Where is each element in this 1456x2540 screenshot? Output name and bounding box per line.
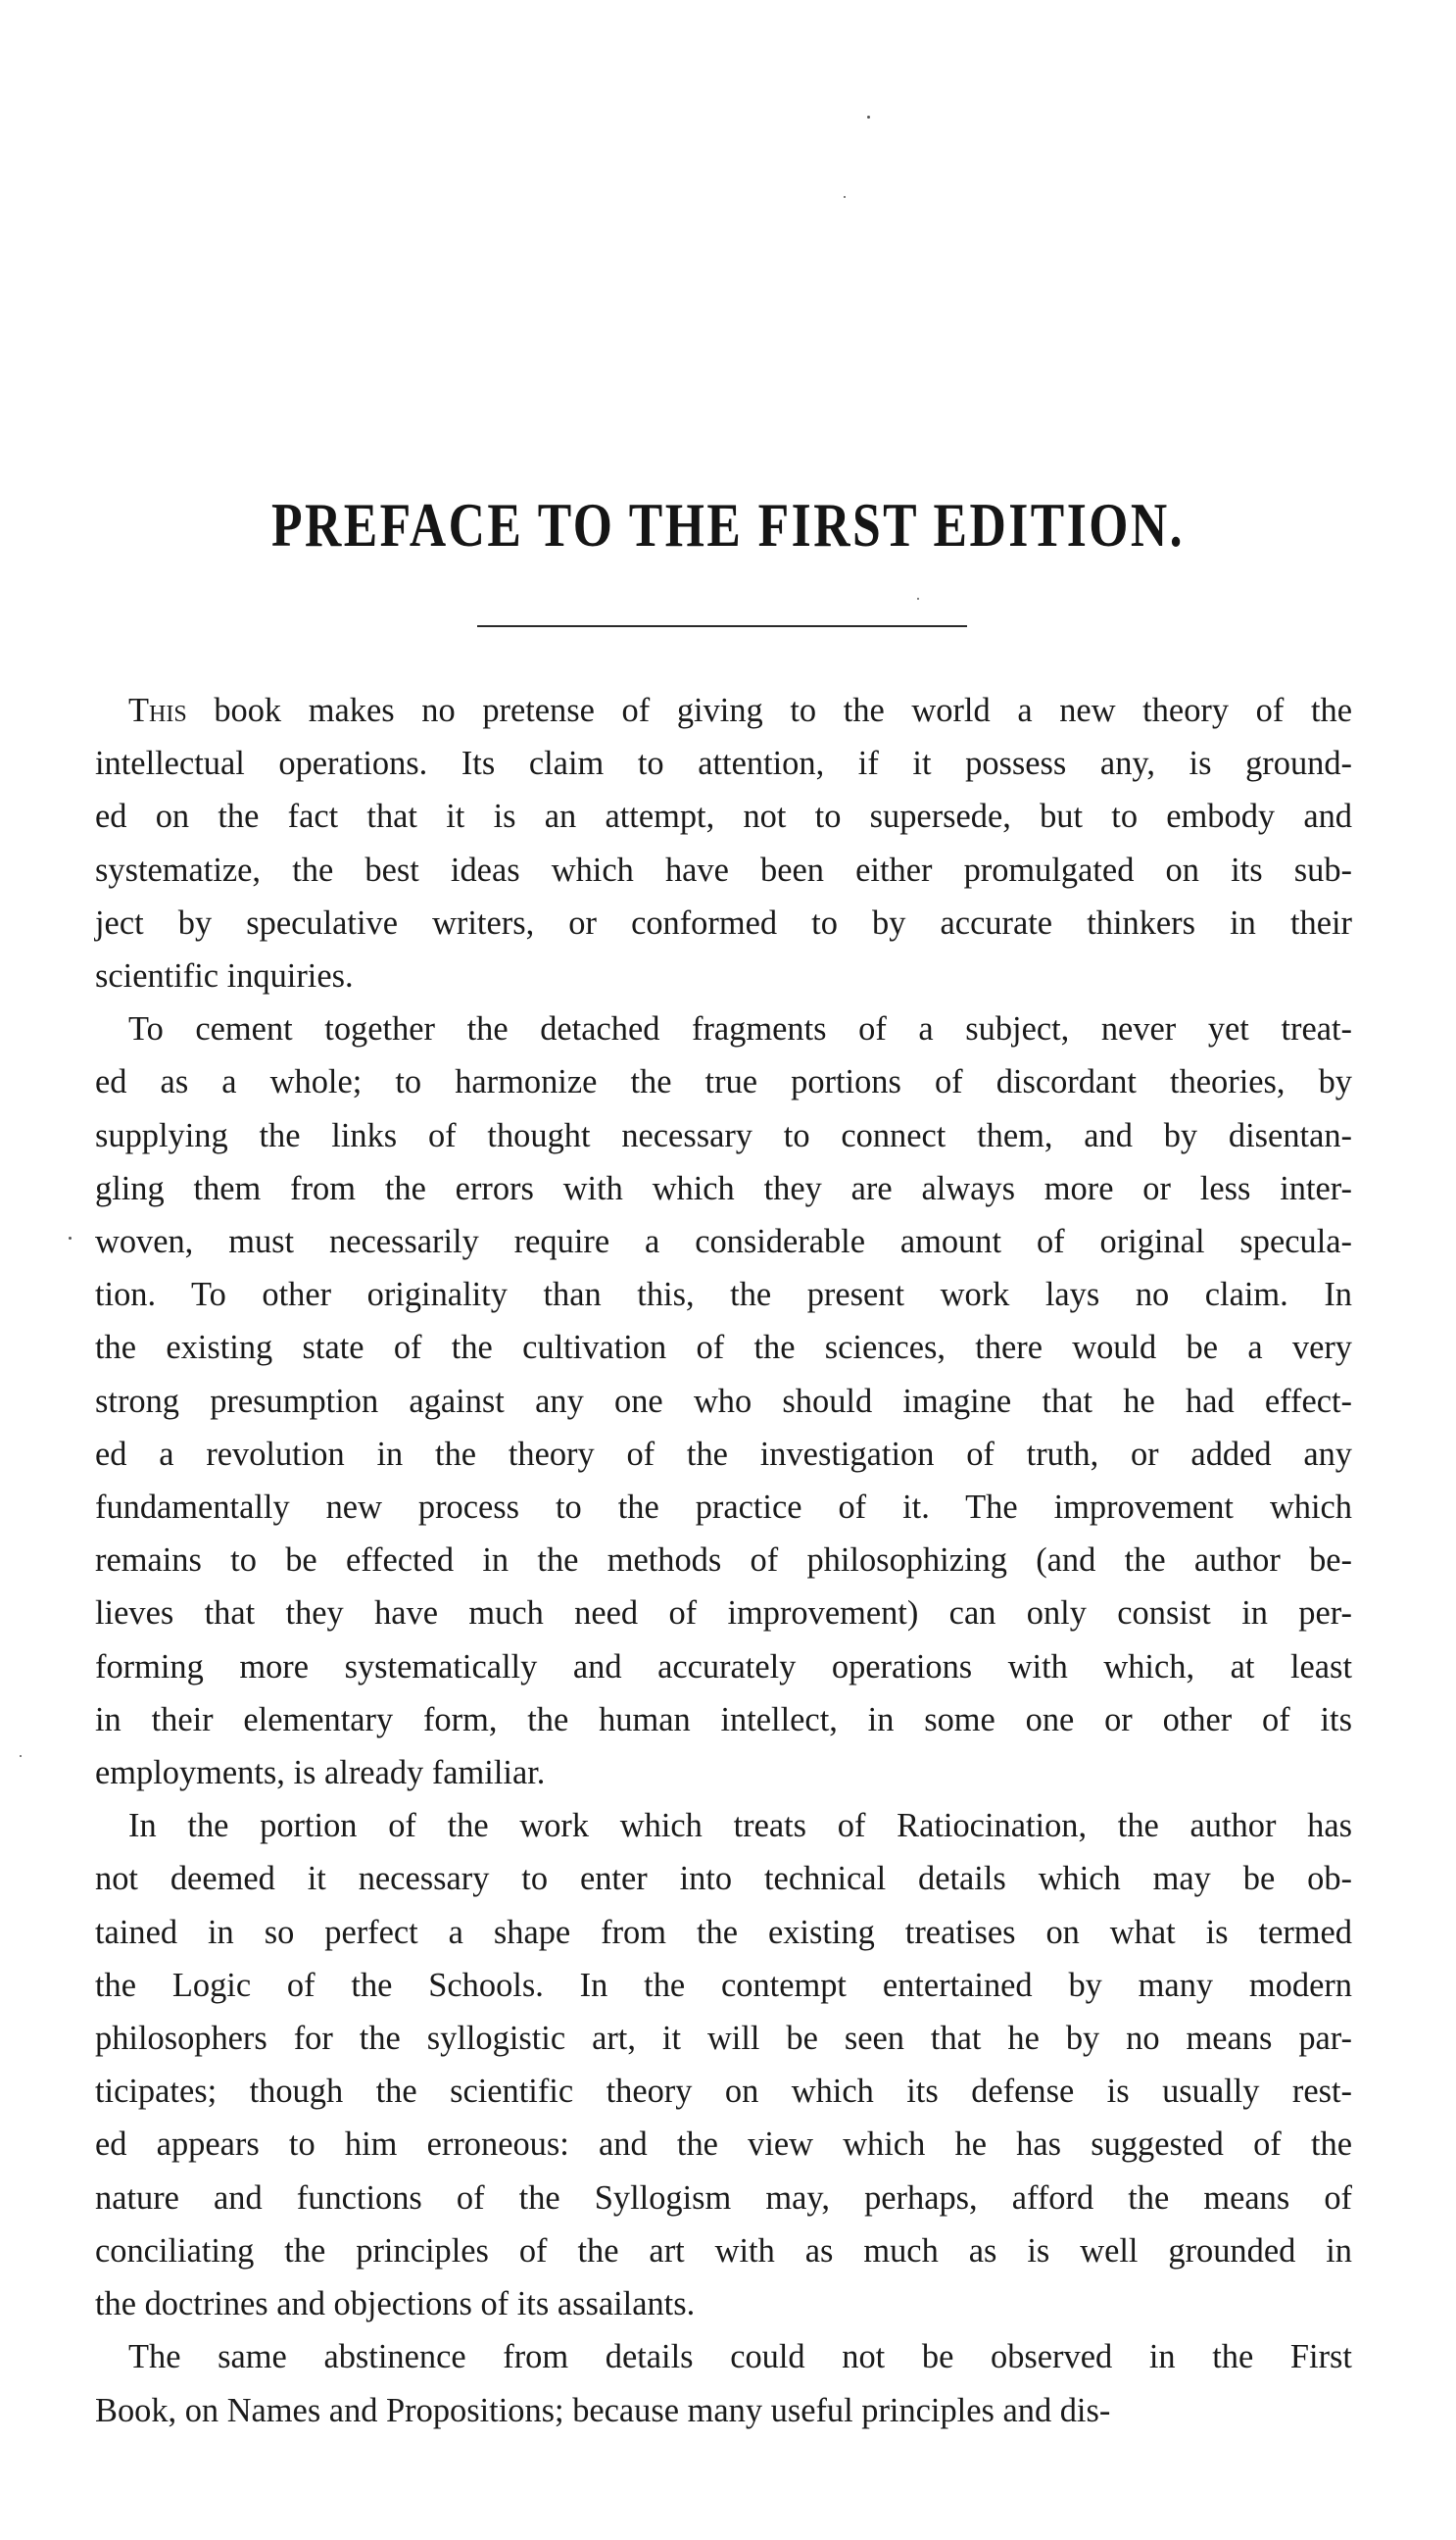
text-line: supplying the links of thought necessary to connect them, and by disentan- bbox=[95, 1116, 1352, 1154]
text-line: tained in so perfect a shape from the existing treatises on what is termed bbox=[95, 1913, 1352, 1951]
text-line: ed a revolution in the theory of the investigation of truth, or added any bbox=[95, 1435, 1352, 1473]
text-line: the Logic of the Schools. In the contempt entertained by many modern bbox=[95, 1966, 1352, 2004]
text-line: gling them from the errors with which they are always more or less inter- bbox=[95, 1169, 1352, 1207]
text-line: ject by speculative writers, or conformed to by accurate thinkers in their bbox=[95, 904, 1352, 942]
paper-speck bbox=[69, 1237, 72, 1240]
text-line: To cement together the detached fragments of a subject, never yet treat- bbox=[128, 1010, 1352, 1049]
text-line: forming more systematically and accurately operations with which, at least bbox=[95, 1647, 1352, 1685]
text-line: intellectual operations. Its claim to attention, if it possess any, is ground- bbox=[95, 745, 1352, 783]
text-line: strong presumption against any one who should imagine that he had effect- bbox=[95, 1382, 1352, 1420]
text-line: the existing state of the cultivation of the sciences, there would be a very bbox=[95, 1329, 1352, 1367]
title-divider bbox=[477, 625, 967, 627]
text-line: ticipates; though the scientific theory on which its defense is usually rest- bbox=[95, 2073, 1352, 2111]
paper-speck bbox=[867, 116, 870, 119]
paper-speck bbox=[20, 1755, 22, 1757]
text-line: tion. To other originality than this, the present work lays no claim. In bbox=[95, 1276, 1352, 1314]
preface-body bbox=[95, 684, 1352, 2437]
text-line-rest: book makes no pretense of giving to the world a new theory of the bbox=[186, 692, 1352, 729]
text-line: The same abstinence from details could not be observed in the First bbox=[128, 2338, 1352, 2376]
text-line: in their elementary form, the human intellect, in some one or other of its bbox=[95, 1700, 1352, 1738]
paragraph bbox=[95, 2330, 1352, 2436]
lead-word: This bbox=[128, 692, 187, 729]
text-line bbox=[95, 684, 1352, 737]
text-line: systematize, the best ideas which have been either promulgated on its sub- bbox=[95, 851, 1352, 889]
text-line: not deemed it necessary to enter into technical details which may be ob- bbox=[95, 1860, 1352, 1898]
page-title: PREFACE TO THE FIRST EDITION. bbox=[270, 491, 1186, 560]
text-line: remains to be effected in the methods of philosophizing (and the author be- bbox=[95, 1541, 1352, 1580]
text-line: woven, must necessarily require a considerable amount of original specula- bbox=[95, 1223, 1352, 1261]
text-line: In the portion of the work which treats of Ratiocination, the author has bbox=[128, 1807, 1352, 1845]
text-line: employments, is already familiar. bbox=[95, 1754, 546, 1792]
text-line: Book, on Names and Propositions; because many useful principles and dis- bbox=[95, 2391, 1111, 2429]
paper-speck bbox=[917, 598, 919, 600]
text-line: conciliating the principles of the art with as much as is well grounded in bbox=[95, 2231, 1352, 2270]
text-line: fundamentally new process to the practice of it. The improvement which bbox=[95, 1489, 1352, 1527]
text-line: lieves that they have much need of improvement) can only consist in per- bbox=[95, 1594, 1352, 1633]
text-line: the doctrines and objections of its assailants. bbox=[95, 2285, 696, 2323]
paper-speck bbox=[844, 196, 846, 198]
paragraph bbox=[95, 1799, 1352, 2330]
paragraph bbox=[95, 684, 1352, 1002]
text-line: philosophers for the syllogistic art, it will be seen that he by no means par- bbox=[95, 2020, 1352, 2058]
text-line: ed on the fact that it is an attempt, not to supersede, but to embody and bbox=[95, 798, 1352, 836]
text-line: scientific inquiries. bbox=[95, 957, 354, 996]
text-line: nature and functions of the Syllogism may, perhaps, afford the means of bbox=[95, 2178, 1352, 2217]
text-line: ed as a whole; to harmonize the true portions of discordant theories, by bbox=[95, 1063, 1352, 1101]
text-line: ed appears to him erroneous: and the view which he has suggested of the bbox=[95, 2125, 1352, 2164]
paragraph bbox=[95, 1002, 1352, 1799]
